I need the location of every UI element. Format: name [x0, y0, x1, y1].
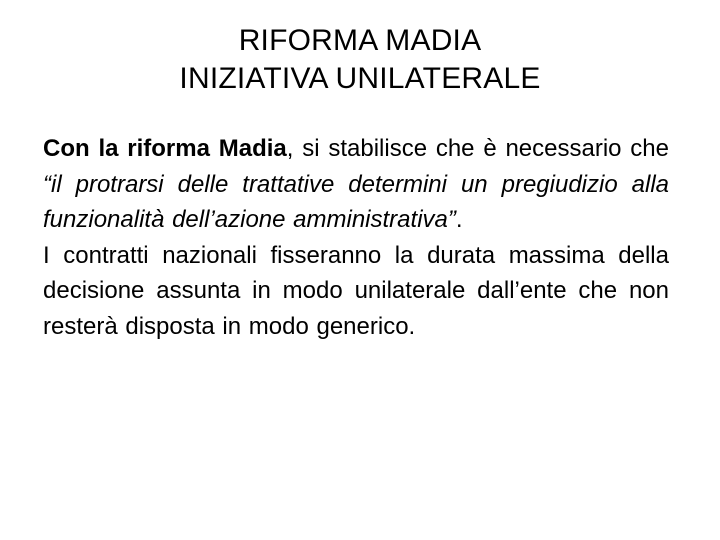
paragraph-end-punctuation: . — [455, 206, 463, 233]
paragraph-plain-text: , si stabilisce che è necessario che — [286, 135, 670, 162]
title-line-1: RIFORMA MADIA — [238, 24, 482, 57]
slide-title — [36, 22, 684, 98]
title-line-2: INIZIATIVA UNILATERALE — [179, 62, 541, 95]
paragraph-riforma — [43, 131, 669, 238]
slide-body — [43, 131, 669, 344]
paragraph-italic-quote: “il protrarsi delle trattative determini un pregiudizio alla funzionalità dell’azione amministrativa” — [43, 170, 669, 233]
paragraph-bold-lead: Con la riforma Madia — [43, 135, 287, 162]
paragraph-contratti: I contratti nazionali fisseranno la durata massima della decisione assunta in modo unilaterale dall’ente che non resterà disposta in modo generico. — [43, 241, 669, 340]
